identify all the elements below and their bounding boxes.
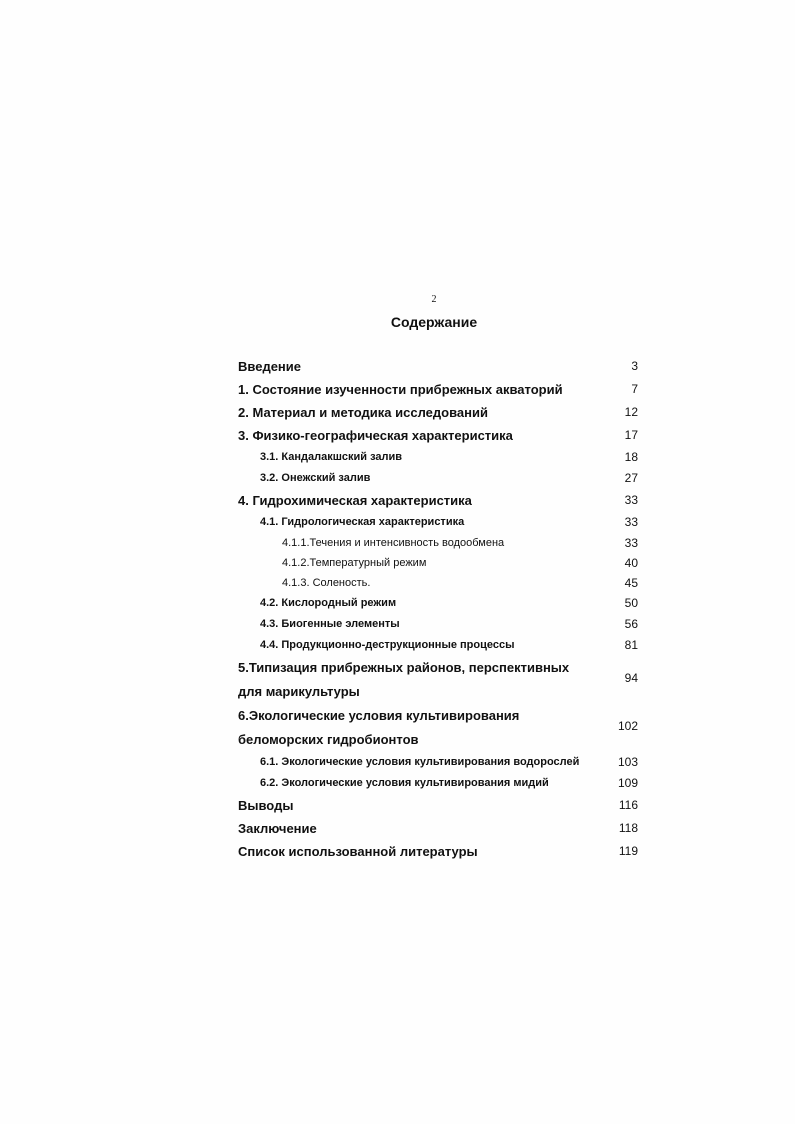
toc-entry-page: 81 xyxy=(624,638,638,652)
toc-entry xyxy=(238,794,638,817)
toc-entry xyxy=(238,840,638,863)
toc-entry-page: 103 xyxy=(617,755,638,769)
toc-entry-page: 33 xyxy=(624,493,638,507)
toc-entry-page: 3 xyxy=(631,359,638,373)
toc-entry-label: Выводы xyxy=(238,798,294,813)
toc-entry-page: 33 xyxy=(624,515,638,529)
toc-entry-label: Введение xyxy=(238,359,301,374)
toc-entry-page: 50 xyxy=(624,596,638,610)
toc-subentry xyxy=(238,614,638,635)
toc-entry-label: 4.3. Биогенные элементы xyxy=(260,618,400,630)
toc-entry-page: 40 xyxy=(624,556,638,570)
toc-subentry xyxy=(238,468,638,489)
toc-entry-page: 119 xyxy=(618,844,638,858)
toc-entry-label: 3. Физико-географическая характеристика xyxy=(238,428,513,443)
toc-entry-page: 109 xyxy=(617,776,638,790)
toc-entry-label: Заключение xyxy=(238,821,317,836)
toc-entry xyxy=(238,378,638,401)
toc-entry-multiline xyxy=(238,656,638,704)
toc-entry xyxy=(238,401,638,424)
toc-entry-label: 3.1. Кандалакшский залив xyxy=(260,451,403,463)
toc-subsubentry xyxy=(238,533,638,553)
toc-entry-label: 3.2. Онежский залив xyxy=(260,472,371,484)
table-of-contents xyxy=(238,355,638,863)
toc-subentry xyxy=(238,512,638,533)
toc-entry-page: 102 xyxy=(617,719,638,733)
toc-entry xyxy=(238,355,638,378)
toc-subentry xyxy=(238,752,638,773)
toc-entry-page: 33 xyxy=(624,536,638,550)
toc-entry-label: 4.2. Кислородный режим xyxy=(260,597,397,609)
toc-entry-label-line1: 6.Экологические условия культивирования xyxy=(238,708,520,723)
toc-subentry xyxy=(238,447,638,468)
toc-entry-label: 4.1.1.Течения и интенсивность водообмена xyxy=(282,537,505,549)
toc-entry-page: 45 xyxy=(624,576,638,590)
toc-entry-page: 94 xyxy=(624,671,638,685)
toc-entry-label-line1: 5.Типизация прибрежных районов, перспективных xyxy=(238,660,570,675)
toc-entry-label: 1. Состояние изученности прибрежных акваторий xyxy=(238,382,563,397)
toc-entry-page: 56 xyxy=(624,617,638,631)
toc-entry-page: 17 xyxy=(624,428,638,442)
toc-entry-label: 6.2. Экологические условия культивирования мидий xyxy=(260,777,549,789)
toc-entry-label-line2: беломорских гидробионтов xyxy=(238,732,419,747)
toc-entry-label: Список использованной литературы xyxy=(238,844,478,859)
toc-entry xyxy=(238,424,638,447)
toc-entry-label: 2. Материал и методика исследований xyxy=(238,405,488,420)
toc-entry xyxy=(238,489,638,512)
toc-entry xyxy=(238,817,638,840)
toc-entry-page: 116 xyxy=(618,798,638,812)
toc-subsubentry xyxy=(238,553,638,573)
toc-entry-label-line2: для марикультуры xyxy=(238,684,360,699)
toc-entry-page: 18 xyxy=(624,450,638,464)
toc-subsubentry xyxy=(238,573,638,593)
toc-entry-label: 4. Гидрохимическая характеристика xyxy=(238,493,472,508)
toc-entry-multiline xyxy=(238,704,638,752)
page-number: 2 xyxy=(431,294,437,305)
toc-title: Содержание xyxy=(390,314,478,330)
toc-entry-label: 4.1. Гидрологическая характеристика xyxy=(260,516,465,528)
toc-entry-page: 7 xyxy=(631,382,638,396)
toc-entry-label: 4.1.2.Температурный режим xyxy=(282,557,427,569)
toc-entry-page: 27 xyxy=(624,471,638,485)
toc-subentry xyxy=(238,773,638,794)
toc-entry-label: 4.1.3. Соленость. xyxy=(282,577,371,589)
toc-subentry xyxy=(238,593,638,614)
toc-subentry xyxy=(238,635,638,656)
toc-entry-page: 12 xyxy=(624,405,638,419)
toc-entry-label: 4.4. Продукционно-деструкционные процессы xyxy=(260,639,515,651)
toc-entry-label: 6.1. Экологические условия культивирования водорослей xyxy=(260,756,580,768)
toc-entry-page: 118 xyxy=(618,821,638,835)
